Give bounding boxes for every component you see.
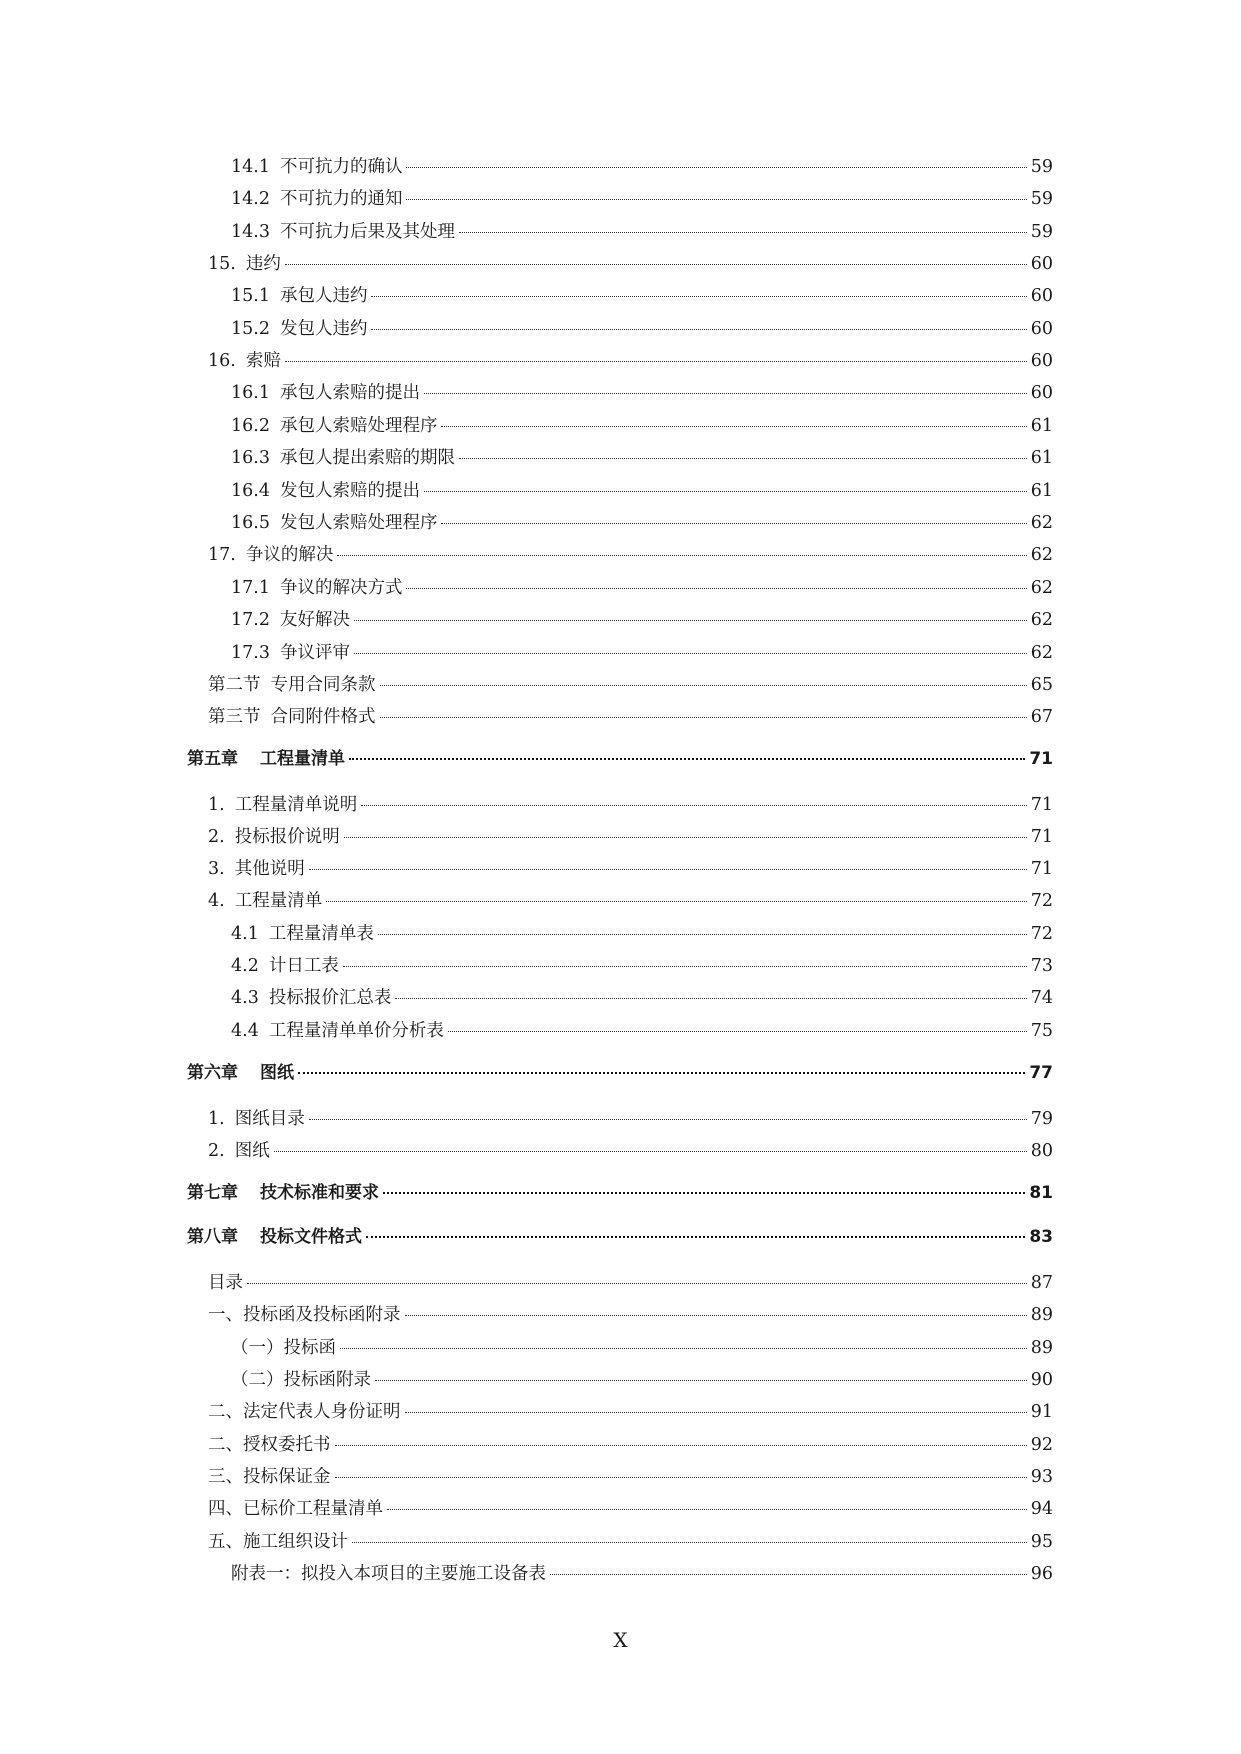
toc-entry-page: 61 bbox=[1030, 481, 1053, 501]
dot-leader bbox=[550, 1574, 1027, 1575]
toc-entry-label bbox=[231, 1020, 446, 1042]
dot-leader bbox=[354, 653, 1027, 654]
toc-entry[interactable] bbox=[231, 415, 1053, 437]
toc-entry-label bbox=[208, 858, 307, 880]
toc-entry-label bbox=[208, 1531, 350, 1553]
toc-entry-title: 友好解决 bbox=[279, 610, 350, 630]
toc-entry-title: 工程量清单 bbox=[234, 891, 323, 911]
toc-entry-number: 17. bbox=[208, 545, 236, 565]
toc-entry[interactable] bbox=[231, 382, 1053, 404]
toc-entry-label bbox=[231, 1563, 548, 1585]
toc-entry-number: 1. bbox=[208, 795, 225, 815]
toc-entry-label bbox=[187, 1226, 364, 1248]
toc-entry[interactable] bbox=[208, 1401, 1053, 1423]
toc-chapter-number: 第七章 bbox=[187, 1183, 238, 1203]
toc-entry-number: 17.1 bbox=[231, 578, 270, 598]
toc-entry-title: 不可抗力的通知 bbox=[279, 189, 403, 209]
toc-entry-page: 72 bbox=[1030, 924, 1053, 944]
toc-entry-number: 15.1 bbox=[231, 286, 270, 306]
toc-entry-title: 其他说明 bbox=[234, 859, 305, 879]
toc-entry-title: 合同附件格式 bbox=[270, 707, 376, 727]
toc-entry-number: 第三节 bbox=[208, 707, 261, 727]
toc-chapter-entry[interactable] bbox=[187, 1182, 1053, 1204]
toc-entry-title: 争议的解决方式 bbox=[279, 578, 403, 598]
toc-entry-page: 95 bbox=[1030, 1532, 1053, 1552]
toc-entry[interactable] bbox=[231, 480, 1053, 502]
dot-leader bbox=[387, 1509, 1027, 1510]
toc-entry-number: 4.1 bbox=[231, 924, 259, 944]
toc-entry[interactable] bbox=[208, 826, 1053, 848]
toc-entry[interactable] bbox=[231, 1337, 1053, 1359]
toc-entry-label bbox=[231, 642, 352, 664]
toc-entry-title: 发包人违约 bbox=[279, 319, 368, 339]
dot-leader bbox=[424, 393, 1027, 394]
toc-entry-page: 71 bbox=[1029, 749, 1053, 769]
toc-entry[interactable] bbox=[208, 674, 1053, 696]
toc-entry-label bbox=[208, 674, 378, 696]
toc-entry[interactable] bbox=[208, 544, 1053, 566]
toc-entry-page: 77 bbox=[1029, 1063, 1053, 1083]
toc-chapter-title: 工程量清单 bbox=[260, 749, 345, 769]
toc-entry-number: 14.1 bbox=[231, 157, 270, 177]
toc-entry-page: 94 bbox=[1030, 1499, 1053, 1519]
toc-entry-title: 工程量清单单价分析表 bbox=[268, 1021, 444, 1041]
toc-entry-title: 图纸目录 bbox=[234, 1109, 305, 1129]
toc-entry[interactable] bbox=[208, 1531, 1053, 1553]
toc-entry[interactable] bbox=[231, 1563, 1053, 1585]
toc-entry-label bbox=[231, 609, 352, 631]
toc-entry-label bbox=[231, 221, 457, 243]
toc-entry-page: 89 bbox=[1030, 1305, 1053, 1325]
toc-entry-label bbox=[187, 1182, 381, 1204]
dot-leader bbox=[448, 1031, 1027, 1032]
toc-entry[interactable] bbox=[231, 1369, 1053, 1391]
toc-entry-title: 工程量清单说明 bbox=[234, 795, 358, 815]
toc-entry-title: 争议评审 bbox=[279, 643, 350, 663]
toc-entry-page: 61 bbox=[1030, 448, 1053, 468]
toc-entry[interactable] bbox=[231, 156, 1053, 178]
toc-entry-label bbox=[231, 987, 393, 1009]
toc-entry-page: 59 bbox=[1030, 189, 1053, 209]
toc-entry-title: 发包人索赔的提出 bbox=[279, 481, 420, 501]
dot-leader bbox=[405, 1412, 1027, 1413]
dot-leader bbox=[375, 1380, 1027, 1381]
toc-entry-number: 第二节 bbox=[208, 675, 261, 695]
toc-entry-number: 4.4 bbox=[231, 1021, 259, 1041]
toc-entry-title: 附表一：拟投入本项目的主要施工设备表 bbox=[231, 1564, 546, 1584]
dot-leader bbox=[343, 966, 1027, 967]
toc-entry-title: 承包人提出索赔的期限 bbox=[279, 448, 455, 468]
toc-entry-title: 索赔 bbox=[245, 351, 281, 371]
toc-entry-label bbox=[208, 890, 324, 912]
toc-entry[interactable] bbox=[231, 955, 1053, 977]
dot-leader bbox=[344, 837, 1027, 838]
toc-entry-number: 15. bbox=[208, 254, 236, 274]
toc-entry-label bbox=[208, 1434, 333, 1456]
toc-entry-title: 不可抗力后果及其处理 bbox=[279, 222, 455, 242]
toc-entry-title: 发包人索赔处理程序 bbox=[279, 513, 438, 533]
toc-entry-number: 14.3 bbox=[231, 222, 270, 242]
dot-leader bbox=[335, 1477, 1027, 1478]
dot-leader bbox=[380, 717, 1027, 718]
toc-entry-label bbox=[208, 826, 342, 848]
dot-leader bbox=[309, 869, 1027, 870]
dot-leader bbox=[405, 1315, 1027, 1316]
toc-entry-label bbox=[231, 955, 341, 977]
dot-leader bbox=[424, 491, 1027, 492]
toc-entry-title: （一）投标函 bbox=[231, 1338, 336, 1358]
toc-entry-title: 承包人索赔处理程序 bbox=[279, 416, 438, 436]
toc-entry-number: 4. bbox=[208, 891, 225, 911]
toc-entry[interactable] bbox=[231, 318, 1053, 340]
dot-leader bbox=[371, 329, 1026, 330]
toc-entry-number: 16. bbox=[208, 351, 236, 371]
dot-leader bbox=[406, 199, 1026, 200]
toc-entry-title: （二）投标函附录 bbox=[231, 1370, 371, 1390]
toc-entry-page: 60 bbox=[1030, 351, 1053, 371]
toc-entry[interactable] bbox=[208, 1108, 1053, 1130]
toc-entry-label bbox=[231, 577, 404, 599]
dot-leader bbox=[361, 805, 1027, 806]
page-number: X bbox=[613, 1628, 628, 1652]
toc-entry-page: 96 bbox=[1030, 1564, 1053, 1584]
dot-leader bbox=[309, 1119, 1027, 1120]
dot-leader bbox=[395, 998, 1026, 999]
toc-entry-page: 67 bbox=[1030, 707, 1053, 727]
toc-chapter-entry[interactable] bbox=[187, 748, 1053, 770]
toc-entry[interactable] bbox=[231, 512, 1053, 534]
toc-entry-label bbox=[231, 318, 369, 340]
toc-entry-page: 60 bbox=[1030, 383, 1053, 403]
toc-entry-page: 60 bbox=[1030, 319, 1053, 339]
toc-chapter-number: 第八章 bbox=[187, 1227, 238, 1247]
toc-entry-title: 工程量清单表 bbox=[268, 924, 374, 944]
toc-entry-number: 16.5 bbox=[231, 513, 270, 533]
toc-entry-number: 4.3 bbox=[231, 988, 259, 1008]
toc-entry-label bbox=[208, 544, 335, 566]
toc-entry[interactable] bbox=[208, 1434, 1053, 1456]
dot-leader bbox=[349, 758, 1025, 760]
toc-entry-label bbox=[187, 1062, 296, 1084]
toc-entry-title: 五、施工组织设计 bbox=[208, 1532, 348, 1552]
toc-entry-number: 17.3 bbox=[231, 643, 270, 663]
toc-chapter-number: 第六章 bbox=[187, 1063, 238, 1083]
toc-entry-title: 投标报价汇总表 bbox=[268, 988, 392, 1008]
toc-entry[interactable] bbox=[208, 1498, 1053, 1520]
toc-entry-number: 16.2 bbox=[231, 416, 270, 436]
toc-entry-page: 80 bbox=[1030, 1141, 1053, 1161]
dot-leader bbox=[354, 620, 1027, 621]
dot-leader bbox=[247, 1283, 1027, 1284]
toc-entry-number: 3. bbox=[208, 859, 225, 879]
toc-entry-number: 15.2 bbox=[231, 319, 270, 339]
toc-entry-page: 81 bbox=[1029, 1183, 1053, 1203]
toc-entry-page: 62 bbox=[1030, 643, 1053, 663]
dot-leader bbox=[285, 264, 1027, 265]
toc-entry-title: 一、投标函及投标函附录 bbox=[208, 1305, 401, 1325]
toc-entry[interactable] bbox=[208, 858, 1053, 880]
toc-entry[interactable] bbox=[208, 890, 1053, 912]
toc-entry-page: 71 bbox=[1030, 859, 1053, 879]
toc-entry-label bbox=[231, 923, 376, 945]
toc-entry-title: 投标报价说明 bbox=[234, 827, 340, 847]
toc-entry-label bbox=[231, 512, 439, 534]
toc-entry-label bbox=[208, 794, 359, 816]
toc-entry-label bbox=[231, 1369, 373, 1391]
toc-entry-label bbox=[187, 748, 347, 770]
toc-entry[interactable] bbox=[231, 1020, 1053, 1042]
toc-entry-page: 87 bbox=[1030, 1273, 1053, 1293]
toc-entry-page: 93 bbox=[1030, 1467, 1053, 1487]
toc-entry-number: 16.3 bbox=[231, 448, 270, 468]
dot-leader bbox=[459, 232, 1027, 233]
toc-entry[interactable] bbox=[208, 1466, 1053, 1488]
toc-entry-page: 72 bbox=[1030, 891, 1053, 911]
toc-entry-label bbox=[208, 706, 378, 728]
toc-entry-number: 2. bbox=[208, 1141, 225, 1161]
toc-entry[interactable] bbox=[208, 1304, 1053, 1326]
toc-entry-page: 90 bbox=[1030, 1370, 1053, 1390]
toc-entry-page: 59 bbox=[1030, 222, 1053, 242]
toc-entry-label bbox=[208, 1304, 403, 1326]
toc-entry-page: 62 bbox=[1030, 610, 1053, 630]
dot-leader bbox=[285, 361, 1027, 362]
toc-entry-number: 16.4 bbox=[231, 481, 270, 501]
toc-entry-title: 三、投标保证金 bbox=[208, 1467, 331, 1487]
toc-entry-page: 89 bbox=[1030, 1338, 1053, 1358]
toc-entry-label bbox=[231, 285, 369, 307]
dot-leader bbox=[337, 555, 1026, 556]
toc-entry-page: 59 bbox=[1030, 157, 1053, 177]
toc-entry-page: 83 bbox=[1029, 1227, 1053, 1247]
dot-leader bbox=[441, 523, 1026, 524]
dot-leader bbox=[406, 588, 1026, 589]
toc-entry-label bbox=[208, 1498, 385, 1520]
toc-entry-label bbox=[208, 253, 283, 275]
toc-entry[interactable] bbox=[208, 253, 1053, 275]
toc-entry-label bbox=[231, 1337, 338, 1359]
toc-entry[interactable] bbox=[231, 447, 1053, 469]
toc-entry-page: 71 bbox=[1030, 827, 1053, 847]
toc-chapter-entry[interactable] bbox=[187, 1226, 1053, 1248]
toc-entry-number: 16.1 bbox=[231, 383, 270, 403]
toc-entry-page: 79 bbox=[1030, 1109, 1053, 1129]
dot-leader bbox=[335, 1445, 1027, 1446]
dot-leader bbox=[406, 167, 1026, 168]
toc-entry-page: 62 bbox=[1030, 578, 1053, 598]
toc-entry[interactable] bbox=[208, 350, 1053, 372]
toc-entry-title: 违约 bbox=[245, 254, 281, 274]
toc-entry-title: 争议的解决 bbox=[245, 545, 334, 565]
toc-entry-title: 计日工表 bbox=[268, 956, 339, 976]
dot-leader bbox=[459, 458, 1027, 459]
toc-entry-number: 17.2 bbox=[231, 610, 270, 630]
toc-entry[interactable] bbox=[231, 577, 1053, 599]
dot-leader bbox=[441, 426, 1026, 427]
dot-leader bbox=[352, 1542, 1027, 1543]
toc-entry-label bbox=[208, 1272, 245, 1294]
toc-entry-page: 62 bbox=[1030, 513, 1053, 533]
toc-entry-number: 14.2 bbox=[231, 189, 270, 209]
toc-entry-number: 2. bbox=[208, 827, 225, 847]
toc-entry[interactable] bbox=[208, 794, 1053, 816]
dot-leader bbox=[274, 1151, 1027, 1152]
toc-entry-title: 目录 bbox=[208, 1273, 243, 1293]
toc-entry[interactable] bbox=[231, 609, 1053, 631]
toc-entry[interactable] bbox=[231, 923, 1053, 945]
toc-entry-page: 61 bbox=[1030, 416, 1053, 436]
toc-entry[interactable] bbox=[208, 1140, 1053, 1162]
toc-entry-label bbox=[208, 1401, 403, 1423]
toc-entry-page: 91 bbox=[1030, 1402, 1053, 1422]
toc-entry-page: 60 bbox=[1030, 286, 1053, 306]
toc-entry[interactable] bbox=[208, 706, 1053, 728]
dot-leader bbox=[340, 1348, 1027, 1349]
toc-entry[interactable] bbox=[208, 1272, 1053, 1294]
toc-chapter-number: 第五章 bbox=[187, 749, 238, 769]
toc-entry-number: 4.2 bbox=[231, 956, 259, 976]
toc-entry[interactable] bbox=[231, 642, 1053, 664]
toc-entry[interactable] bbox=[231, 285, 1053, 307]
toc-entry-title: 承包人索赔的提出 bbox=[279, 383, 420, 403]
toc-entry[interactable] bbox=[231, 987, 1053, 1009]
toc-entry-title: 专用合同条款 bbox=[270, 675, 376, 695]
toc-entry-title: 图纸 bbox=[234, 1141, 270, 1161]
toc-entry-page: 73 bbox=[1030, 956, 1053, 976]
toc-chapter-title: 图纸 bbox=[260, 1063, 294, 1083]
toc-chapter-title: 技术标准和要求 bbox=[260, 1183, 379, 1203]
toc-entry-label bbox=[208, 350, 283, 372]
toc-entry-label bbox=[231, 156, 404, 178]
toc-entry-title: 不可抗力的确认 bbox=[279, 157, 403, 177]
toc-entry-page: 71 bbox=[1030, 795, 1053, 815]
toc-entry-label bbox=[231, 188, 404, 210]
toc-entry-page: 74 bbox=[1030, 988, 1053, 1008]
toc-entry-label bbox=[231, 480, 422, 502]
toc-entry-page: 75 bbox=[1030, 1021, 1053, 1041]
toc-chapter-entry[interactable] bbox=[187, 1062, 1053, 1084]
toc-entry-page: 92 bbox=[1030, 1435, 1053, 1455]
toc-entry-number: 1. bbox=[208, 1109, 225, 1129]
dot-leader bbox=[298, 1072, 1025, 1074]
toc-entry-label bbox=[208, 1140, 272, 1162]
toc-entry-label bbox=[231, 415, 439, 437]
toc-entry-title: 承包人违约 bbox=[279, 286, 368, 306]
toc-entry-page: 62 bbox=[1030, 545, 1053, 565]
dot-leader bbox=[378, 934, 1027, 935]
dot-leader bbox=[383, 1192, 1025, 1194]
toc-entry[interactable] bbox=[231, 188, 1053, 210]
dot-leader bbox=[326, 901, 1027, 902]
dot-leader bbox=[371, 296, 1026, 297]
toc-entry-title: 二、授权委托书 bbox=[208, 1435, 331, 1455]
dot-leader bbox=[380, 685, 1027, 686]
toc-entry-label bbox=[208, 1466, 333, 1488]
toc-entry-label bbox=[231, 447, 457, 469]
toc-chapter-title: 投标文件格式 bbox=[260, 1227, 362, 1247]
toc-entry[interactable] bbox=[231, 221, 1053, 243]
toc-entry-page: 65 bbox=[1030, 675, 1053, 695]
toc-entry-page: 60 bbox=[1030, 254, 1053, 274]
toc-entry-title: 二、法定代表人身份证明 bbox=[208, 1402, 401, 1422]
toc-entry-label bbox=[231, 382, 422, 404]
dot-leader bbox=[366, 1236, 1025, 1238]
toc-entry-title: 四、已标价工程量清单 bbox=[208, 1499, 383, 1519]
toc-entry-label bbox=[208, 1108, 307, 1130]
